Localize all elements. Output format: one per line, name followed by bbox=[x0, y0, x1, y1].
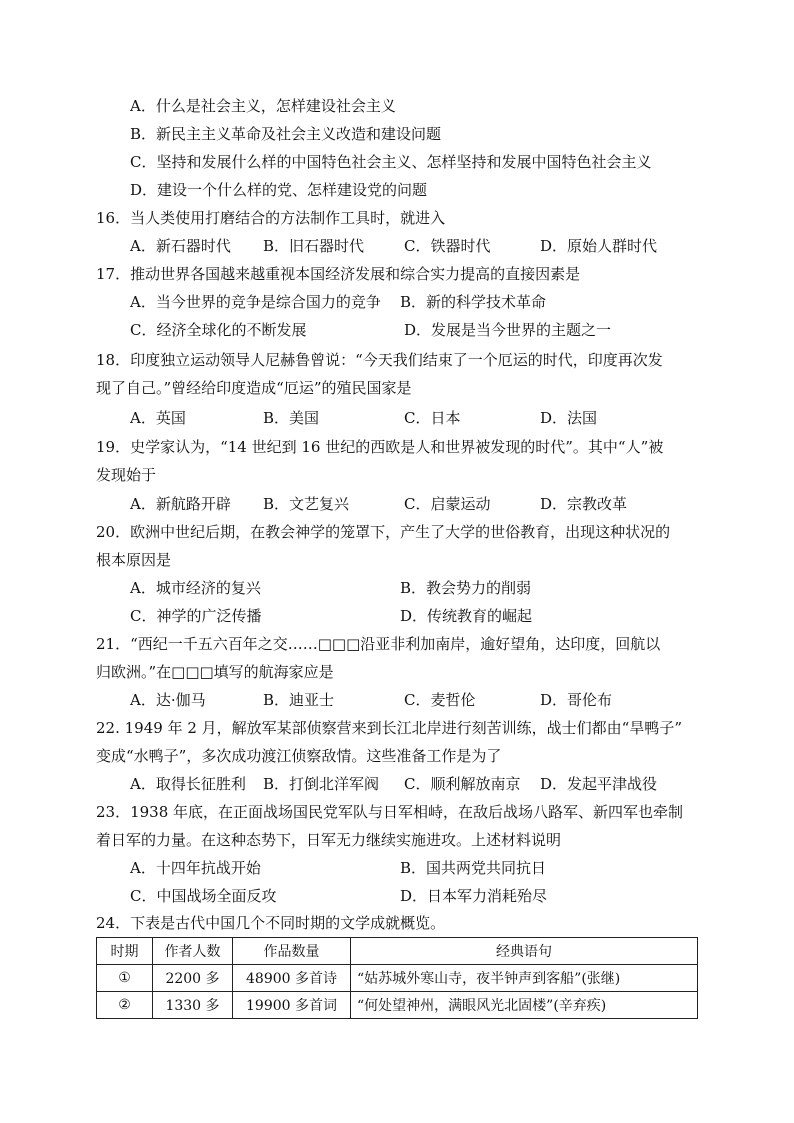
q19-option-a: A．新航路开辟 bbox=[130, 495, 231, 513]
q20-stem-line1: 20．欧洲中世纪后期，在教会神学的笼罩下，产生了大学的世俗教育，出现这种状况的 bbox=[96, 523, 671, 541]
q19-option-c: C．启蒙运动 bbox=[404, 495, 491, 513]
table-row bbox=[97, 992, 698, 1019]
q17-option-d: D．发展是当今世界的主题之一 bbox=[404, 321, 612, 339]
cell-period: ① bbox=[97, 965, 153, 992]
q22-option-b: B．打倒北洋军阀 bbox=[263, 775, 380, 793]
header-classic-quote: 经典语句 bbox=[351, 938, 698, 965]
q20-option-c: C．神学的广泛传播 bbox=[130, 607, 262, 625]
q24-stem: 24．下表是古代中国几个不同时期的文学成就概览。 bbox=[96, 914, 446, 932]
cell-period: ② bbox=[97, 992, 153, 1019]
q18-stem-line1: 18．印度独立运动领导人尼赫鲁曾说：“今天我们结束了一个厄运的时代，印度再次发 bbox=[96, 351, 663, 369]
cell-classic-quote: “何处望神州，满眼风光北固楼”(辛弃疾) bbox=[351, 992, 698, 1019]
header-work-count: 作品数量 bbox=[233, 938, 351, 965]
q23-option-b: B．国共两党共同抗日 bbox=[400, 859, 547, 877]
q18-option-d: D．法国 bbox=[540, 409, 598, 427]
q19-stem-line2: 发现始于 bbox=[96, 466, 157, 484]
q23-option-d: D．日本军力消耗殆尽 bbox=[400, 887, 548, 905]
q22-stem-line2: 变成“水鸭子”，多次成功渡江侦察敌情。这些准备工作是为了 bbox=[96, 747, 502, 765]
table-header-row bbox=[97, 938, 698, 965]
q21-option-b: B．迪亚士 bbox=[263, 691, 335, 709]
q16-option-a: A．新石器时代 bbox=[130, 237, 231, 255]
q21-stem-line1: 21．“西纪一千五六百年之交……□□□沿亚非利加南岸，逾好望角，达印度，回航以 bbox=[96, 635, 661, 653]
q18-option-a: A．英国 bbox=[130, 409, 186, 427]
q23-option-c: C．中国战场全面反攻 bbox=[130, 887, 277, 905]
q17-stem: 17．推动世界各国越来越重视本国经济发展和综合实力提高的直接因素是 bbox=[96, 265, 581, 283]
q15-option-a: A．什么是社会主义，怎样建设社会主义 bbox=[130, 97, 396, 115]
q23-stem-line2: 着日军的力量。在这种态势下，日军无力继续实施进攻。上述材料说明 bbox=[96, 831, 562, 849]
q22-option-a: A．取得长征胜利 bbox=[130, 775, 246, 793]
q18-option-b: B．美国 bbox=[263, 409, 320, 427]
cell-classic-quote: “姑苏城外寒山寺，夜半钟声到客船”(张继) bbox=[351, 965, 698, 992]
q21-option-d: D．哥伦布 bbox=[540, 691, 613, 709]
literature-table bbox=[96, 937, 698, 1019]
q21-stem-line2: 归欧洲。”在□□□填写的航海家应是 bbox=[96, 663, 334, 681]
q20-option-d: D．传统教育的崛起 bbox=[400, 607, 533, 625]
q18-option-c: C．日本 bbox=[404, 409, 461, 427]
q19-stem-line1: 19．史学家认为，“14 世纪到 16 世纪的西欧是人和世界被发现的时代”。其中“人”被 bbox=[96, 438, 664, 456]
q21-option-c: C．麦哲伦 bbox=[404, 691, 476, 709]
q20-option-a: A．城市经济的复兴 bbox=[130, 579, 261, 597]
cell-work-count: 19900 多首词 bbox=[233, 992, 351, 1019]
q17-option-c: C．经济全球化的不断发展 bbox=[130, 321, 307, 339]
q19-option-d: D．宗教改革 bbox=[540, 495, 628, 513]
cell-author-count: 1330 多 bbox=[153, 992, 233, 1019]
q18-stem-line2: 现了自己。”曾经给印度造成“厄运”的殖民国家是 bbox=[96, 379, 412, 397]
q16-option-c: C．铁器时代 bbox=[404, 237, 491, 255]
q23-option-a: A．十四年抗战开始 bbox=[130, 859, 261, 877]
q23-stem-line1: 23．1938 年底，在正面战场国民党军队与日军相峙，在敌后战场八路军、新四军也牵制 bbox=[96, 803, 684, 821]
q16-stem: 16．当人类使用打磨结合的方法制作工具时，就进入 bbox=[96, 209, 446, 227]
table-row bbox=[97, 965, 698, 992]
header-author-count: 作者人数 bbox=[153, 938, 233, 965]
q17-option-b: B．新的科学技术革命 bbox=[400, 293, 547, 311]
q21-option-a: A．达·伽马 bbox=[130, 691, 206, 709]
q17-option-a: A．当今世界的竞争是综合国力的竞争 bbox=[130, 293, 381, 311]
q20-stem-line2: 根本原因是 bbox=[96, 551, 172, 569]
q16-option-d: D．原始人群时代 bbox=[540, 237, 658, 255]
q15-option-d: D．建设一个什么样的党、怎样建设党的问题 bbox=[130, 181, 428, 199]
q16-option-b: B．旧石器时代 bbox=[263, 237, 365, 255]
cell-author-count: 2200 多 bbox=[153, 965, 233, 992]
q19-option-b: B．文艺复兴 bbox=[263, 495, 350, 513]
header-period: 时期 bbox=[97, 938, 153, 965]
q22-stem-line1: 22. 1949 年 2 月，解放军某部侦察营来到长江北岸进行刻苦训练，战士们都由“旱鸭子” bbox=[96, 719, 682, 737]
q22-option-d: D．发起平津战役 bbox=[540, 775, 658, 793]
q15-option-b: B．新民主主义革命及社会主义改造和建设问题 bbox=[130, 125, 442, 143]
cell-work-count: 48900 多首诗 bbox=[233, 965, 351, 992]
q22-option-c: C．顺利解放南京 bbox=[404, 775, 521, 793]
q20-option-b: B．教会势力的削弱 bbox=[400, 579, 532, 597]
q15-option-c: C．坚持和发展什么样的中国特色社会主义、怎样坚持和发展中国特色社会主义 bbox=[130, 153, 652, 171]
